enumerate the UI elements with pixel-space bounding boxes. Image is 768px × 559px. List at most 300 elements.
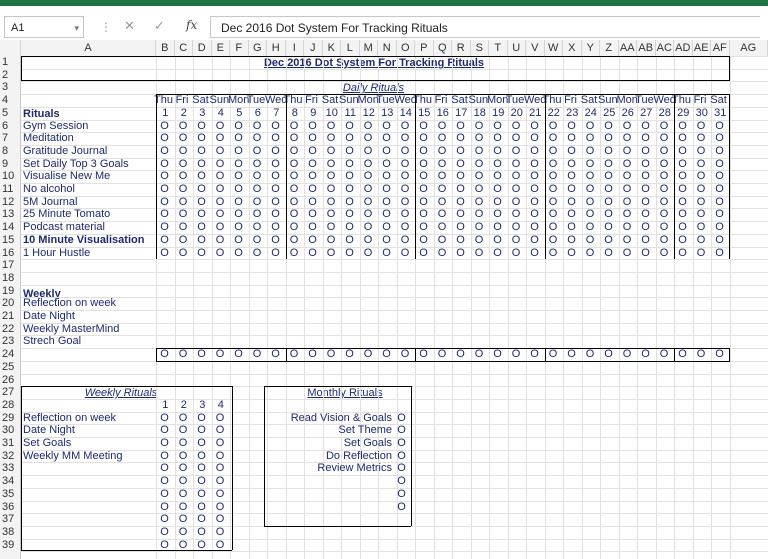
tracking-dot[interactable]: O: [160, 132, 169, 145]
weekly-ritual-dot[interactable]: O: [178, 525, 188, 538]
tracking-dot[interactable]: O: [548, 144, 558, 157]
tracking-dot[interactable]: O: [493, 132, 502, 145]
column-header[interactable]: J: [304, 40, 323, 56]
tracking-dot[interactable]: O: [382, 157, 391, 170]
tracking-dot[interactable]: O: [437, 157, 447, 170]
tracking-dot[interactable]: O: [345, 119, 354, 132]
tracking-dot[interactable]: O: [567, 183, 576, 195]
tracking-dot[interactable]: O: [530, 144, 539, 157]
tracking-dot[interactable]: O: [659, 144, 669, 157]
tracking-dot[interactable]: O: [308, 119, 317, 132]
tracking-dot[interactable]: O: [585, 246, 595, 259]
tracking-dot[interactable]: O: [678, 195, 687, 208]
tracking-dot[interactable]: O: [197, 233, 206, 246]
tracking-dot[interactable]: O: [271, 221, 280, 234]
tracking-dot[interactable]: O: [604, 119, 613, 132]
tracking-dot[interactable]: O: [252, 195, 262, 208]
row-header[interactable]: 22: [2, 322, 15, 335]
tracking-dot[interactable]: O: [234, 233, 243, 246]
row-header[interactable]: 32: [2, 449, 15, 462]
name-box[interactable]: [4, 16, 84, 38]
tracking-dot[interactable]: O: [178, 170, 188, 183]
tracking-dot[interactable]: O: [271, 246, 280, 259]
tracking-dot[interactable]: O: [678, 170, 687, 183]
tracking-dot[interactable]: O: [419, 233, 428, 246]
column-header[interactable]: AG: [730, 40, 768, 56]
weekly-dot[interactable]: O: [715, 348, 724, 361]
tracking-dot[interactable]: O: [511, 233, 521, 246]
row-header[interactable]: 21: [2, 310, 15, 322]
tracking-dot[interactable]: O: [696, 132, 706, 145]
tracking-dot[interactable]: O: [678, 221, 687, 234]
tracking-dot[interactable]: O: [382, 132, 391, 145]
tracking-dot[interactable]: O: [382, 195, 391, 208]
tracking-dot[interactable]: O: [604, 183, 613, 195]
weekly-ritual-dot[interactable]: O: [215, 424, 225, 437]
tracking-dot[interactable]: O: [604, 144, 613, 157]
tracking-dot[interactable]: O: [178, 246, 188, 259]
tracking-dot[interactable]: O: [511, 183, 521, 195]
tracking-dot[interactable]: O: [215, 132, 225, 145]
tracking-dot[interactable]: O: [271, 208, 280, 221]
tracking-dot[interactable]: O: [585, 170, 595, 183]
tracking-dot[interactable]: O: [178, 119, 188, 132]
tracking-dot[interactable]: O: [511, 195, 521, 208]
row-header[interactable]: 6: [2, 119, 9, 132]
tracking-dot[interactable]: O: [493, 195, 502, 208]
tracking-dot[interactable]: O: [585, 183, 595, 195]
tracking-dot[interactable]: O: [585, 208, 595, 221]
tracking-dot[interactable]: O: [197, 221, 206, 234]
tracking-dot[interactable]: O: [289, 119, 299, 132]
tracking-dot[interactable]: O: [345, 157, 354, 170]
tracking-dot[interactable]: O: [567, 195, 576, 208]
tracking-dot[interactable]: O: [400, 157, 410, 170]
tracking-dot[interactable]: O: [622, 132, 632, 145]
tracking-dot[interactable]: O: [252, 170, 262, 183]
tracking-dot[interactable]: O: [493, 246, 502, 259]
column-header[interactable]: K: [323, 40, 342, 56]
tracking-dot[interactable]: O: [252, 246, 262, 259]
tracking-dot[interactable]: O: [160, 119, 169, 132]
tracking-dot[interactable]: O: [419, 170, 428, 183]
tracking-dot[interactable]: O: [659, 170, 669, 183]
tracking-dot[interactable]: O: [604, 233, 613, 246]
tracking-dot[interactable]: O: [696, 157, 706, 170]
weekly-dot[interactable]: O: [289, 348, 299, 361]
weekly-ritual-dot[interactable]: O: [178, 424, 188, 437]
tracking-dot[interactable]: O: [604, 132, 613, 145]
tracking-dot[interactable]: O: [363, 221, 373, 234]
tracking-dot[interactable]: O: [271, 183, 280, 195]
tracking-dot[interactable]: O: [400, 183, 410, 195]
tracking-dot[interactable]: O: [696, 170, 706, 183]
row-header[interactable]: 12: [2, 195, 15, 208]
tracking-dot[interactable]: O: [437, 144, 447, 157]
column-header[interactable]: S: [471, 40, 490, 56]
weekly-ritual-dot[interactable]: O: [197, 538, 206, 551]
tracking-dot[interactable]: O: [678, 132, 687, 145]
row-header[interactable]: 4: [2, 94, 9, 107]
weekly-dot[interactable]: O: [696, 348, 706, 361]
monthly-ritual-dot[interactable]: O: [397, 449, 406, 462]
weekly-dot[interactable]: O: [197, 348, 206, 361]
tracking-dot[interactable]: O: [178, 183, 188, 195]
tracking-dot[interactable]: O: [289, 208, 299, 221]
tracking-dot[interactable]: O: [308, 233, 317, 246]
tracking-dot[interactable]: O: [326, 195, 336, 208]
tracking-dot[interactable]: O: [511, 221, 521, 234]
column-header[interactable]: AC: [656, 40, 675, 56]
tracking-dot[interactable]: O: [178, 195, 188, 208]
tracking-dot[interactable]: O: [622, 119, 632, 132]
tracking-dot[interactable]: O: [252, 221, 262, 234]
column-header[interactable]: F: [230, 40, 249, 56]
tracking-dot[interactable]: O: [474, 208, 484, 221]
tracking-dot[interactable]: O: [419, 132, 428, 145]
column-header[interactable]: H: [267, 40, 286, 56]
weekly-ritual-dot[interactable]: O: [215, 538, 225, 551]
tracking-dot[interactable]: O: [585, 221, 595, 234]
tracking-dot[interactable]: O: [567, 119, 576, 132]
tracking-dot[interactable]: O: [215, 170, 225, 183]
tracking-dot[interactable]: O: [511, 157, 521, 170]
tracking-dot[interactable]: O: [400, 170, 410, 183]
tracking-dot[interactable]: O: [659, 132, 669, 145]
row-header[interactable]: 23: [2, 335, 15, 348]
tracking-dot[interactable]: O: [641, 233, 650, 246]
tracking-dot[interactable]: O: [197, 195, 206, 208]
weekly-dot[interactable]: O: [419, 348, 428, 361]
tracking-dot[interactable]: O: [493, 183, 502, 195]
tracking-dot[interactable]: O: [511, 144, 521, 157]
weekly-ritual-dot[interactable]: O: [197, 449, 206, 462]
weekly-ritual-dot[interactable]: O: [197, 411, 206, 424]
tracking-dot[interactable]: O: [215, 233, 225, 246]
row-header[interactable]: 19: [2, 284, 15, 297]
row-header[interactable]: 34: [2, 475, 15, 488]
tracking-dot[interactable]: O: [271, 233, 280, 246]
select-all-corner[interactable]: [0, 40, 21, 56]
column-header[interactable]: Z: [600, 40, 619, 56]
row-header[interactable]: 28: [2, 398, 15, 411]
worksheet-grid[interactable]: [21, 56, 768, 559]
tracking-dot[interactable]: O: [160, 170, 169, 183]
weekly-ritual-dot[interactable]: O: [178, 487, 188, 500]
tracking-dot[interactable]: O: [308, 132, 317, 145]
weekly-ritual-dot[interactable]: O: [197, 424, 206, 437]
tracking-dot[interactable]: O: [585, 157, 595, 170]
weekly-ritual-dot[interactable]: O: [160, 449, 169, 462]
column-header[interactable]: AF: [711, 40, 730, 56]
weekly-ritual-dot[interactable]: O: [160, 411, 169, 424]
tracking-dot[interactable]: O: [530, 246, 539, 259]
tracking-dot[interactable]: O: [345, 208, 354, 221]
tracking-dot[interactable]: O: [345, 144, 354, 157]
tracking-dot[interactable]: O: [456, 144, 465, 157]
tracking-dot[interactable]: O: [493, 208, 502, 221]
tracking-dot[interactable]: O: [474, 132, 484, 145]
tracking-dot[interactable]: O: [715, 183, 724, 195]
tracking-dot[interactable]: O: [326, 157, 336, 170]
weekly-ritual-dot[interactable]: O: [215, 475, 225, 488]
tracking-dot[interactable]: O: [456, 221, 465, 234]
tracking-dot[interactable]: O: [696, 144, 706, 157]
tracking-dot[interactable]: O: [696, 195, 706, 208]
tracking-dot[interactable]: O: [548, 157, 558, 170]
formula-input[interactable]: Dec 2016 Dot System For Tracking Rituals: [210, 16, 760, 38]
monthly-ritual-dot[interactable]: O: [397, 437, 406, 449]
row-header[interactable]: 38: [2, 525, 15, 538]
row-header[interactable]: 29: [2, 411, 15, 424]
tracking-dot[interactable]: O: [511, 246, 521, 259]
tracking-dot[interactable]: O: [715, 144, 724, 157]
row-header[interactable]: 13: [2, 208, 15, 221]
tracking-dot[interactable]: O: [493, 233, 502, 246]
tracking-dot[interactable]: O: [511, 208, 521, 221]
tracking-dot[interactable]: O: [382, 233, 391, 246]
tracking-dot[interactable]: O: [678, 208, 687, 221]
tracking-dot[interactable]: O: [160, 157, 169, 170]
column-header[interactable]: C: [175, 40, 194, 56]
weekly-ritual-dot[interactable]: O: [197, 437, 206, 449]
weekly-dot[interactable]: O: [530, 348, 539, 361]
monthly-ritual-dot[interactable]: O: [397, 411, 406, 424]
tracking-dot[interactable]: O: [197, 208, 206, 221]
tracking-dot[interactable]: O: [197, 183, 206, 195]
tracking-dot[interactable]: O: [178, 233, 188, 246]
tracking-dot[interactable]: O: [252, 208, 262, 221]
tracking-dot[interactable]: O: [215, 144, 225, 157]
weekly-ritual-dot[interactable]: O: [178, 411, 188, 424]
tracking-dot[interactable]: O: [308, 170, 317, 183]
tracking-dot[interactable]: O: [437, 183, 447, 195]
tracking-dot[interactable]: O: [160, 246, 169, 259]
tracking-dot[interactable]: O: [456, 208, 465, 221]
tracking-dot[interactable]: O: [215, 183, 225, 195]
tracking-dot[interactable]: O: [622, 157, 632, 170]
tracking-dot[interactable]: O: [622, 208, 632, 221]
tracking-dot[interactable]: O: [548, 221, 558, 234]
tracking-dot[interactable]: O: [604, 157, 613, 170]
tracking-dot[interactable]: O: [308, 208, 317, 221]
weekly-dot[interactable]: O: [178, 348, 188, 361]
tracking-dot[interactable]: O: [715, 195, 724, 208]
tracking-dot[interactable]: O: [252, 183, 262, 195]
tracking-dot[interactable]: O: [567, 170, 576, 183]
tracking-dot[interactable]: O: [715, 157, 724, 170]
row-header[interactable]: 35: [2, 487, 15, 500]
tracking-dot[interactable]: O: [363, 233, 373, 246]
tracking-dot[interactable]: O: [289, 170, 299, 183]
weekly-ritual-dot[interactable]: O: [178, 500, 188, 513]
weekly-dot[interactable]: O: [659, 348, 669, 361]
weekly-ritual-dot[interactable]: O: [215, 487, 225, 500]
tracking-dot[interactable]: O: [419, 157, 428, 170]
tracking-dot[interactable]: O: [178, 208, 188, 221]
tracking-dot[interactable]: O: [548, 208, 558, 221]
weekly-dot[interactable]: O: [585, 348, 595, 361]
tracking-dot[interactable]: O: [326, 221, 336, 234]
tracking-dot[interactable]: O: [215, 208, 225, 221]
tracking-dot[interactable]: O: [530, 119, 539, 132]
row-header[interactable]: 39: [2, 538, 15, 551]
tracking-dot[interactable]: O: [382, 183, 391, 195]
column-header[interactable]: Q: [434, 40, 453, 56]
tracking-dot[interactable]: O: [345, 246, 354, 259]
tracking-dot[interactable]: O: [215, 119, 225, 132]
column-header[interactable]: AB: [637, 40, 656, 56]
tracking-dot[interactable]: O: [271, 195, 280, 208]
weekly-ritual-dot[interactable]: O: [215, 411, 225, 424]
tracking-dot[interactable]: O: [326, 144, 336, 157]
tracking-dot[interactable]: O: [419, 246, 428, 259]
tracking-dot[interactable]: O: [474, 170, 484, 183]
tracking-dot[interactable]: O: [234, 246, 243, 259]
tracking-dot[interactable]: O: [419, 221, 428, 234]
column-header[interactable]: M: [360, 40, 379, 56]
column-header[interactable]: O: [397, 40, 416, 56]
tracking-dot[interactable]: O: [234, 183, 243, 195]
tracking-dot[interactable]: O: [659, 157, 669, 170]
tracking-dot[interactable]: O: [289, 144, 299, 157]
row-header[interactable]: 8: [2, 144, 9, 157]
tracking-dot[interactable]: O: [382, 144, 391, 157]
tracking-dot[interactable]: O: [585, 195, 595, 208]
tracking-dot[interactable]: O: [308, 157, 317, 170]
tracking-dot[interactable]: O: [363, 170, 373, 183]
tracking-dot[interactable]: O: [178, 132, 188, 145]
tracking-dot[interactable]: O: [419, 119, 428, 132]
tracking-dot[interactable]: O: [715, 170, 724, 183]
tracking-dot[interactable]: O: [437, 170, 447, 183]
more-options-icon[interactable]: ⋮: [100, 20, 112, 34]
row-header[interactable]: 36: [2, 500, 15, 513]
tracking-dot[interactable]: O: [641, 119, 650, 132]
tracking-dot[interactable]: O: [400, 144, 410, 157]
tracking-dot[interactable]: O: [585, 119, 595, 132]
insert-function-icon[interactable]: fx: [186, 18, 198, 32]
cancel-icon[interactable]: ✕: [124, 18, 135, 33]
tracking-dot[interactable]: O: [678, 157, 687, 170]
weekly-dot[interactable]: O: [548, 348, 558, 361]
tracking-dot[interactable]: O: [437, 233, 447, 246]
tracking-dot[interactable]: O: [252, 132, 262, 145]
row-header[interactable]: 3: [2, 81, 9, 94]
tracking-dot[interactable]: O: [197, 246, 206, 259]
tracking-dot[interactable]: O: [659, 246, 669, 259]
tracking-dot[interactable]: O: [289, 132, 299, 145]
weekly-dot[interactable]: O: [363, 348, 373, 361]
tracking-dot[interactable]: O: [215, 157, 225, 170]
tracking-dot[interactable]: O: [659, 183, 669, 195]
tracking-dot[interactable]: O: [252, 233, 262, 246]
tracking-dot[interactable]: O: [382, 246, 391, 259]
tracking-dot[interactable]: O: [271, 132, 280, 145]
tracking-dot[interactable]: O: [400, 221, 410, 234]
tracking-dot[interactable]: O: [400, 233, 410, 246]
tracking-dot[interactable]: O: [160, 208, 169, 221]
tracking-dot[interactable]: O: [400, 208, 410, 221]
weekly-ritual-dot[interactable]: O: [160, 500, 169, 513]
tracking-dot[interactable]: O: [234, 119, 243, 132]
tracking-dot[interactable]: O: [289, 221, 299, 234]
tracking-dot[interactable]: O: [419, 183, 428, 195]
tracking-dot[interactable]: O: [326, 208, 336, 221]
column-header[interactable]: L: [341, 40, 360, 56]
monthly-ritual-dot[interactable]: O: [397, 424, 406, 437]
weekly-ritual-dot[interactable]: O: [197, 475, 206, 488]
weekly-dot[interactable]: O: [252, 348, 262, 361]
tracking-dot[interactable]: O: [345, 233, 354, 246]
tracking-dot[interactable]: O: [437, 246, 447, 259]
tracking-dot[interactable]: O: [678, 233, 687, 246]
tracking-dot[interactable]: O: [289, 195, 299, 208]
weekly-dot[interactable]: O: [215, 348, 225, 361]
tracking-dot[interactable]: O: [289, 233, 299, 246]
tracking-dot[interactable]: O: [437, 208, 447, 221]
tracking-dot[interactable]: O: [696, 246, 706, 259]
tracking-dot[interactable]: O: [530, 233, 539, 246]
column-header[interactable]: AE: [693, 40, 712, 56]
tracking-dot[interactable]: O: [493, 157, 502, 170]
monthly-ritual-dot[interactable]: O: [397, 475, 406, 488]
tracking-dot[interactable]: O: [622, 183, 632, 195]
weekly-ritual-dot[interactable]: O: [178, 449, 188, 462]
weekly-dot[interactable]: O: [160, 348, 169, 361]
tracking-dot[interactable]: O: [567, 221, 576, 234]
row-header[interactable]: 11: [2, 183, 14, 195]
tracking-dot[interactable]: O: [326, 170, 336, 183]
weekly-dot[interactable]: O: [308, 348, 317, 361]
tracking-dot[interactable]: O: [622, 221, 632, 234]
tracking-dot[interactable]: O: [437, 119, 447, 132]
tracking-dot[interactable]: O: [456, 132, 465, 145]
tracking-dot[interactable]: O: [345, 221, 354, 234]
tracking-dot[interactable]: O: [678, 183, 687, 195]
tracking-dot[interactable]: O: [474, 119, 484, 132]
weekly-ritual-dot[interactable]: O: [197, 462, 206, 475]
tracking-dot[interactable]: O: [641, 183, 650, 195]
tracking-dot[interactable]: O: [604, 246, 613, 259]
tracking-dot[interactable]: O: [400, 119, 410, 132]
tracking-dot[interactable]: O: [160, 195, 169, 208]
column-header[interactable]: G: [249, 40, 268, 56]
tracking-dot[interactable]: O: [530, 183, 539, 195]
tracking-dot[interactable]: O: [456, 183, 465, 195]
tracking-dot[interactable]: O: [271, 144, 280, 157]
column-header[interactable]: A: [21, 40, 156, 56]
tracking-dot[interactable]: O: [585, 233, 595, 246]
row-header[interactable]: 33: [2, 462, 15, 475]
tracking-dot[interactable]: O: [419, 208, 428, 221]
tracking-dot[interactable]: O: [641, 246, 650, 259]
tracking-dot[interactable]: O: [308, 195, 317, 208]
row-header[interactable]: 27: [2, 386, 15, 399]
weekly-ritual-dot[interactable]: O: [197, 525, 206, 538]
weekly-dot[interactable]: O: [271, 348, 280, 361]
weekly-dot[interactable]: O: [437, 348, 447, 361]
row-header[interactable]: 7: [2, 132, 9, 145]
tracking-dot[interactable]: O: [511, 132, 521, 145]
row-header[interactable]: 14: [2, 221, 15, 234]
enter-icon[interactable]: ✓: [154, 18, 165, 33]
tracking-dot[interactable]: O: [530, 157, 539, 170]
tracking-dot[interactable]: O: [493, 144, 502, 157]
weekly-ritual-dot[interactable]: O: [160, 513, 169, 526]
monthly-ritual-dot[interactable]: O: [397, 462, 406, 475]
tracking-dot[interactable]: O: [308, 221, 317, 234]
